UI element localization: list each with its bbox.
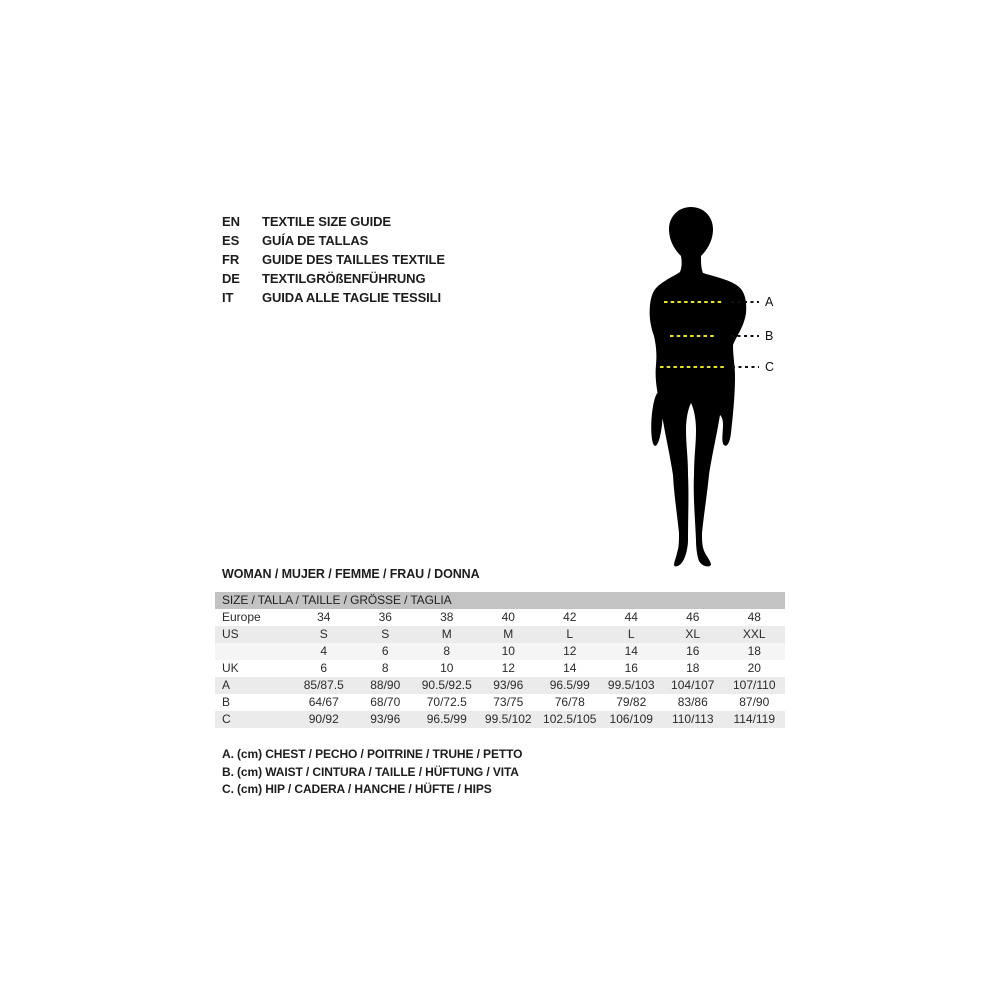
language-code: EN [222, 214, 240, 229]
size-value-cell: 68/70 [370, 695, 401, 709]
measure-label-a: A [765, 295, 774, 309]
note-line: A. (cm) CHEST / PECHO / POITRINE / TRUHE / PETTO [222, 747, 523, 761]
size-value-cell: 40 [501, 610, 515, 624]
language-code: DE [222, 271, 240, 286]
table-row [215, 694, 785, 711]
size-value-cell: M [441, 627, 452, 641]
table-row [215, 711, 785, 728]
language-code: FR [222, 252, 240, 267]
size-value-cell: 36 [378, 610, 392, 624]
size-value-cell: 114/119 [733, 712, 776, 726]
size-value-cell: 20 [747, 661, 761, 675]
size-value-cell: 44 [624, 610, 638, 624]
size-value-cell: 6 [381, 644, 389, 658]
size-value-cell: 10 [440, 661, 454, 675]
size-value-cell: 8 [443, 644, 451, 658]
row-label: US [222, 627, 239, 641]
size-value-cell: 48 [747, 610, 761, 624]
size-table [215, 592, 785, 728]
size-value-cell: 110/113 [671, 712, 714, 726]
size-value-cell: 38 [440, 610, 454, 624]
size-value-cell: 96.5/99 [426, 712, 467, 726]
gender-label: WOMAN / MUJER / FEMME / FRAU / DONNA [222, 567, 480, 581]
left-hand [650, 392, 665, 447]
size-value-cell: S [381, 627, 390, 641]
note-line: C. (cm) HIP / CADERA / HANCHE / HÜFTE / HIPS [222, 782, 492, 796]
size-value-cell: 88/90 [370, 678, 401, 692]
language-list [222, 212, 445, 307]
size-value-cell: 99.5/103 [607, 678, 655, 692]
size-value-cell: 93/96 [493, 678, 524, 692]
size-value-cell: 96.5/99 [549, 678, 590, 692]
size-value-cell: 102.5/105 [543, 712, 597, 726]
size-value-cell: L [627, 627, 635, 641]
language-label: GUÍA DE TALLAS [262, 233, 369, 248]
language-row [222, 212, 445, 231]
size-value-cell: 99.5/102 [484, 712, 532, 726]
size-value-cell: 87/90 [739, 695, 770, 709]
table-row [215, 626, 785, 643]
size-value-cell: 14 [563, 661, 577, 675]
measurement-notes [222, 746, 522, 799]
measure-label-b: B [765, 329, 774, 343]
language-label: GUIDE DES TAILLES TEXTILE [262, 252, 445, 267]
size-value-cell: 90.5/92.5 [421, 678, 472, 692]
row-label: A [222, 678, 231, 692]
size-value-cell: S [319, 627, 328, 641]
size-value-cell: 83/86 [677, 695, 708, 709]
row-label: B [222, 695, 231, 709]
woman-silhouette-svg [628, 195, 792, 575]
size-table-header: SIZE / TALLA / TAILLE / GRÖSSE / TAGLIA [215, 592, 785, 609]
size-value-cell: 90/92 [308, 712, 339, 726]
size-value-cell: 73/75 [493, 695, 524, 709]
size-value-cell: 8 [381, 661, 389, 675]
size-value-cell: 64/67 [308, 695, 339, 709]
size-value-cell: 85/87.5 [303, 678, 344, 692]
size-value-cell: 104/107 [671, 678, 715, 692]
language-row [222, 288, 445, 307]
size-value-cell: M [503, 627, 514, 641]
size-value-cell: 46 [686, 610, 700, 624]
size-value-cell: 12 [563, 644, 577, 658]
size-value-cell: 42 [563, 610, 577, 624]
note-line: B. (cm) WAIST / CINTURA / TAILLE / HÜFTUNG / VITA [222, 764, 519, 779]
size-value-cell: 4 [320, 644, 328, 658]
size-value-cell: 14 [624, 644, 638, 658]
size-value-cell: 10 [501, 644, 515, 658]
language-row [222, 231, 445, 250]
language-row [222, 269, 445, 288]
table-row [215, 677, 785, 694]
size-value-cell: 106/109 [609, 712, 653, 726]
table-row [215, 643, 785, 660]
language-code: ES [222, 233, 240, 248]
table-row [215, 660, 785, 677]
size-value-cell: 93/96 [370, 712, 401, 726]
table-row [215, 609, 785, 626]
row-label: Europe [222, 610, 261, 624]
size-table-body [215, 609, 785, 728]
measure-label-c: C [765, 360, 775, 374]
size-value-cell: L [566, 627, 574, 641]
woman-silhouette [650, 207, 747, 566]
row-label [215, 643, 293, 660]
row-label: C [222, 712, 231, 726]
size-value-cell: 70/72.5 [426, 695, 467, 709]
size-value-cell: 34 [317, 610, 331, 624]
size-value-cell: 76/78 [554, 695, 585, 709]
woman-silhouette-figure [628, 195, 792, 575]
size-value-cell: 12 [501, 661, 515, 675]
size-value-cell: XL [685, 627, 701, 641]
language-label: TEXTILGRÖßENFÜHRUNG [262, 271, 426, 286]
language-label: TEXTILE SIZE GUIDE [262, 214, 391, 229]
language-code: IT [222, 290, 234, 305]
row-label: UK [222, 661, 239, 675]
size-value-cell: 18 [686, 661, 700, 675]
size-value-cell: 16 [686, 644, 700, 658]
language-label: GUIDA ALLE TAGLIE TESSILI [262, 290, 442, 305]
size-value-cell: 16 [624, 661, 638, 675]
size-value-cell: 107/110 [733, 678, 776, 692]
size-value-cell: 79/82 [616, 695, 647, 709]
language-row [222, 250, 445, 269]
size-value-cell: 18 [747, 644, 761, 658]
size-value-cell: 6 [320, 661, 328, 675]
size-value-cell: XXL [742, 627, 766, 641]
